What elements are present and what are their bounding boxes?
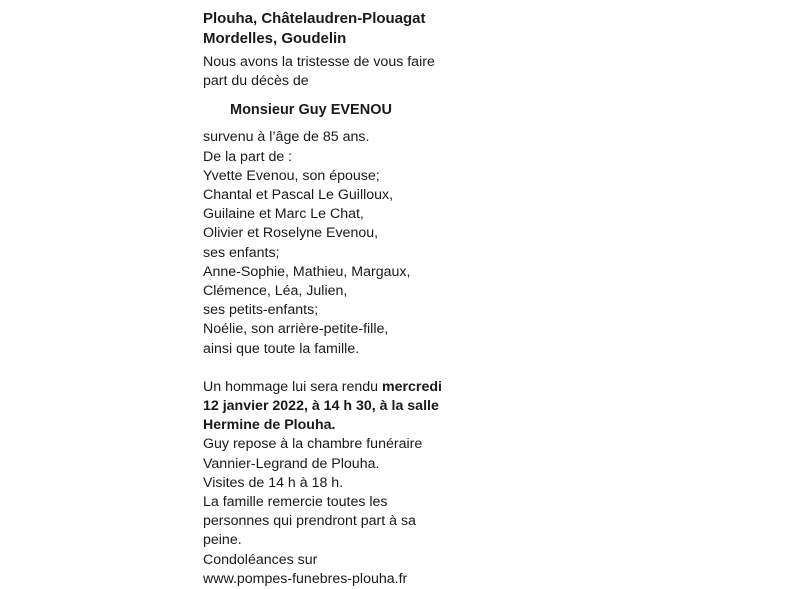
details-line: personnes qui prendront part à sa	[203, 513, 416, 530]
details-line: Vannier-Legrand de Plouha.	[203, 455, 380, 472]
details-line: peine.	[203, 532, 242, 549]
family-line: Noélie, son arrière-petite-fille,	[203, 321, 389, 338]
family-line: survenu à l’âge de 85 ans.	[203, 129, 370, 146]
heading-line: Plouha, Châtelaudren-Plouagat	[203, 10, 426, 27]
ceremony-venue: Hermine de Plouha.	[203, 417, 336, 434]
family-line: ses enfants;	[203, 244, 280, 261]
family-line: Yvette Evenou, son épouse;	[203, 167, 380, 184]
intro-text	[203, 53, 503, 91]
obituary-notice	[203, 9, 503, 589]
family-list	[203, 128, 503, 358]
ceremony-prefix: Un hommage lui sera rendu	[203, 378, 383, 395]
family-line: Olivier et Roselyne Evenou,	[203, 225, 379, 242]
details-line: Visites de 14 h à 18 h.	[203, 474, 344, 491]
intro-line: part du décès de	[203, 73, 309, 90]
family-line: Chantal et Pascal Le Guilloux,	[203, 187, 394, 204]
family-line: Clémence, Léa, Julien,	[203, 283, 348, 300]
heading-line: Mordelles, Goudelin	[203, 29, 347, 47]
ceremony-day: mercredi	[382, 378, 442, 395]
deceased-name: Monsieur Guy EVENOU	[230, 102, 392, 119]
ceremony-date-time: 12 janvier 2022, à 14 h 30, à la salle	[203, 398, 439, 415]
ceremony-info	[203, 378, 503, 436]
family-line: De la part de :	[203, 148, 293, 165]
details-line: La famille remercie toutes les	[203, 494, 388, 511]
family-line: Guilaine et Marc Le Chat,	[203, 206, 364, 223]
intro-line: Nous avons la tristesse de vous faire	[203, 54, 435, 70]
locations-heading	[203, 9, 503, 48]
family-line: Anne-Sophie, Mathieu, Margaux,	[203, 263, 411, 280]
details-line: Condoléances sur	[203, 551, 318, 568]
family-line: ainsi que toute la famille.	[203, 340, 360, 357]
details-line: Guy repose à la chambre funéraire	[203, 436, 423, 453]
details-list	[203, 435, 503, 589]
paragraph-gap	[203, 359, 503, 378]
family-line: ses petits-enfants;	[203, 302, 319, 319]
condolences-url: www.pompes-funebres-plouha.fr	[203, 570, 408, 587]
ceremony-line	[203, 378, 503, 397]
